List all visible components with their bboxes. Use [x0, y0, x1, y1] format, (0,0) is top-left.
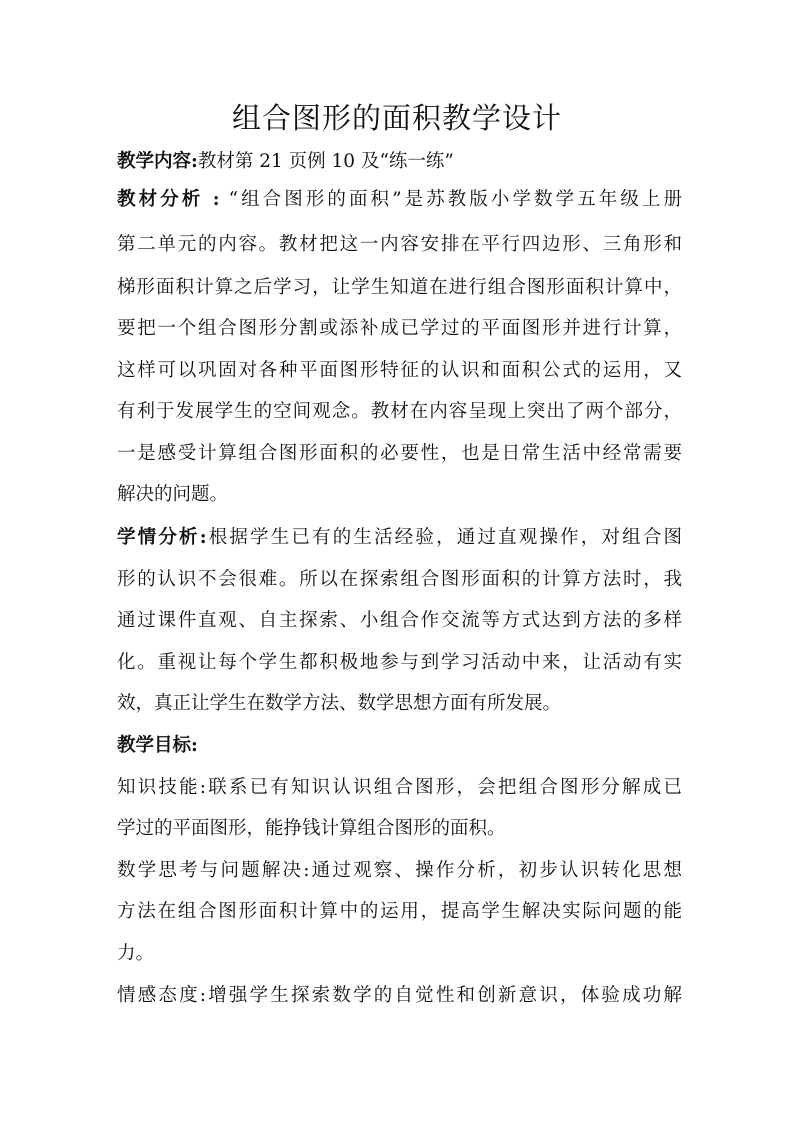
objective-knowledge-label: 知识技能:	[117, 777, 207, 798]
objective-knowledge-text: 联系已有知识认识组合图形，会把组合图形分解成已	[206, 777, 682, 798]
material-analysis-line-8: 解决的问题。	[117, 484, 229, 505]
learner-analysis-line-2: 形的认识不会很难。所以在探索组合图形面积的计算方法时，我	[117, 569, 682, 590]
learner-analysis-line-4: 化。重视让每个学生都积极地参与到学习活动中来，让活动有实	[117, 652, 682, 673]
objective-thinking-line-1	[117, 856, 682, 886]
material-analysis-line-7: 一是感受计算组合图形面积的必要性，也是日常生活中经常需要	[117, 443, 682, 464]
objective-thinking-line-2: 方法在组合图形面积计算中的运用，提高学生解决实际问题的能	[117, 901, 682, 922]
objective-thinking-text: 通过观察、操作分析，初步认识转化思想	[309, 860, 682, 881]
material-analysis-line-6: 有利于发展学生的空间观念。教材在内容呈现上突出了两个部分，	[117, 401, 682, 422]
document-title: 组合图形的面积教学设计	[231, 101, 562, 135]
material-analysis-line-2: 第二单元的内容。教材把这一内容安排在平行四边形、三角形和	[117, 234, 682, 255]
objective-emotion-line-1	[117, 981, 682, 1011]
learner-analysis-label: 学情分析:	[117, 527, 207, 548]
learner-analysis-text: 根据学生已有的生活经验，通过直观操作，对组合图	[206, 527, 682, 548]
learner-analysis-line-1	[117, 523, 682, 553]
objective-emotion-text: 增强学生探索数学的自觉性和创新意识，体验成功解	[206, 985, 682, 1006]
learner-analysis-line-5: 效，真正让学生在数学方法、数学思想方面有所发展。	[117, 693, 562, 714]
content-row	[117, 147, 682, 177]
material-analysis-label: 教材分析 :	[117, 189, 220, 210]
objective-thinking-label: 数学思考与问题解决:	[117, 860, 310, 881]
material-analysis-line-4: 要把一个组合图形分割或添补成已学过的平面图形并进行计算，	[117, 318, 682, 339]
objective-thinking-line-3: 力。	[117, 943, 155, 964]
objective-knowledge-line-1	[117, 773, 682, 803]
learner-analysis-line-3: 通过课件直观、自主探索、小组合作交流等方式达到方法的多样	[117, 610, 682, 631]
material-analysis-line-3: 梯形面积计算之后学习，让学生知道在进行组合图形面积计算中，	[117, 277, 682, 298]
material-analysis-text: “组合图形的面积”是苏教版小学数学五年级上册	[228, 189, 682, 210]
objectives-heading: 教学目标:	[117, 735, 198, 756]
content-text: 教材第 21 页例 10 及“练一练”	[197, 151, 454, 172]
material-analysis-line-5: 这样可以巩固对各种平面图形特征的认识和面积公式的运用，又	[117, 360, 682, 381]
material-analysis-line-1	[117, 185, 682, 215]
objective-emotion-label: 情感态度:	[117, 985, 207, 1006]
objective-knowledge-line-2: 学过的平面图形，能挣钱计算组合图形的面积。	[117, 818, 506, 839]
content-label: 教学内容:	[117, 151, 198, 172]
